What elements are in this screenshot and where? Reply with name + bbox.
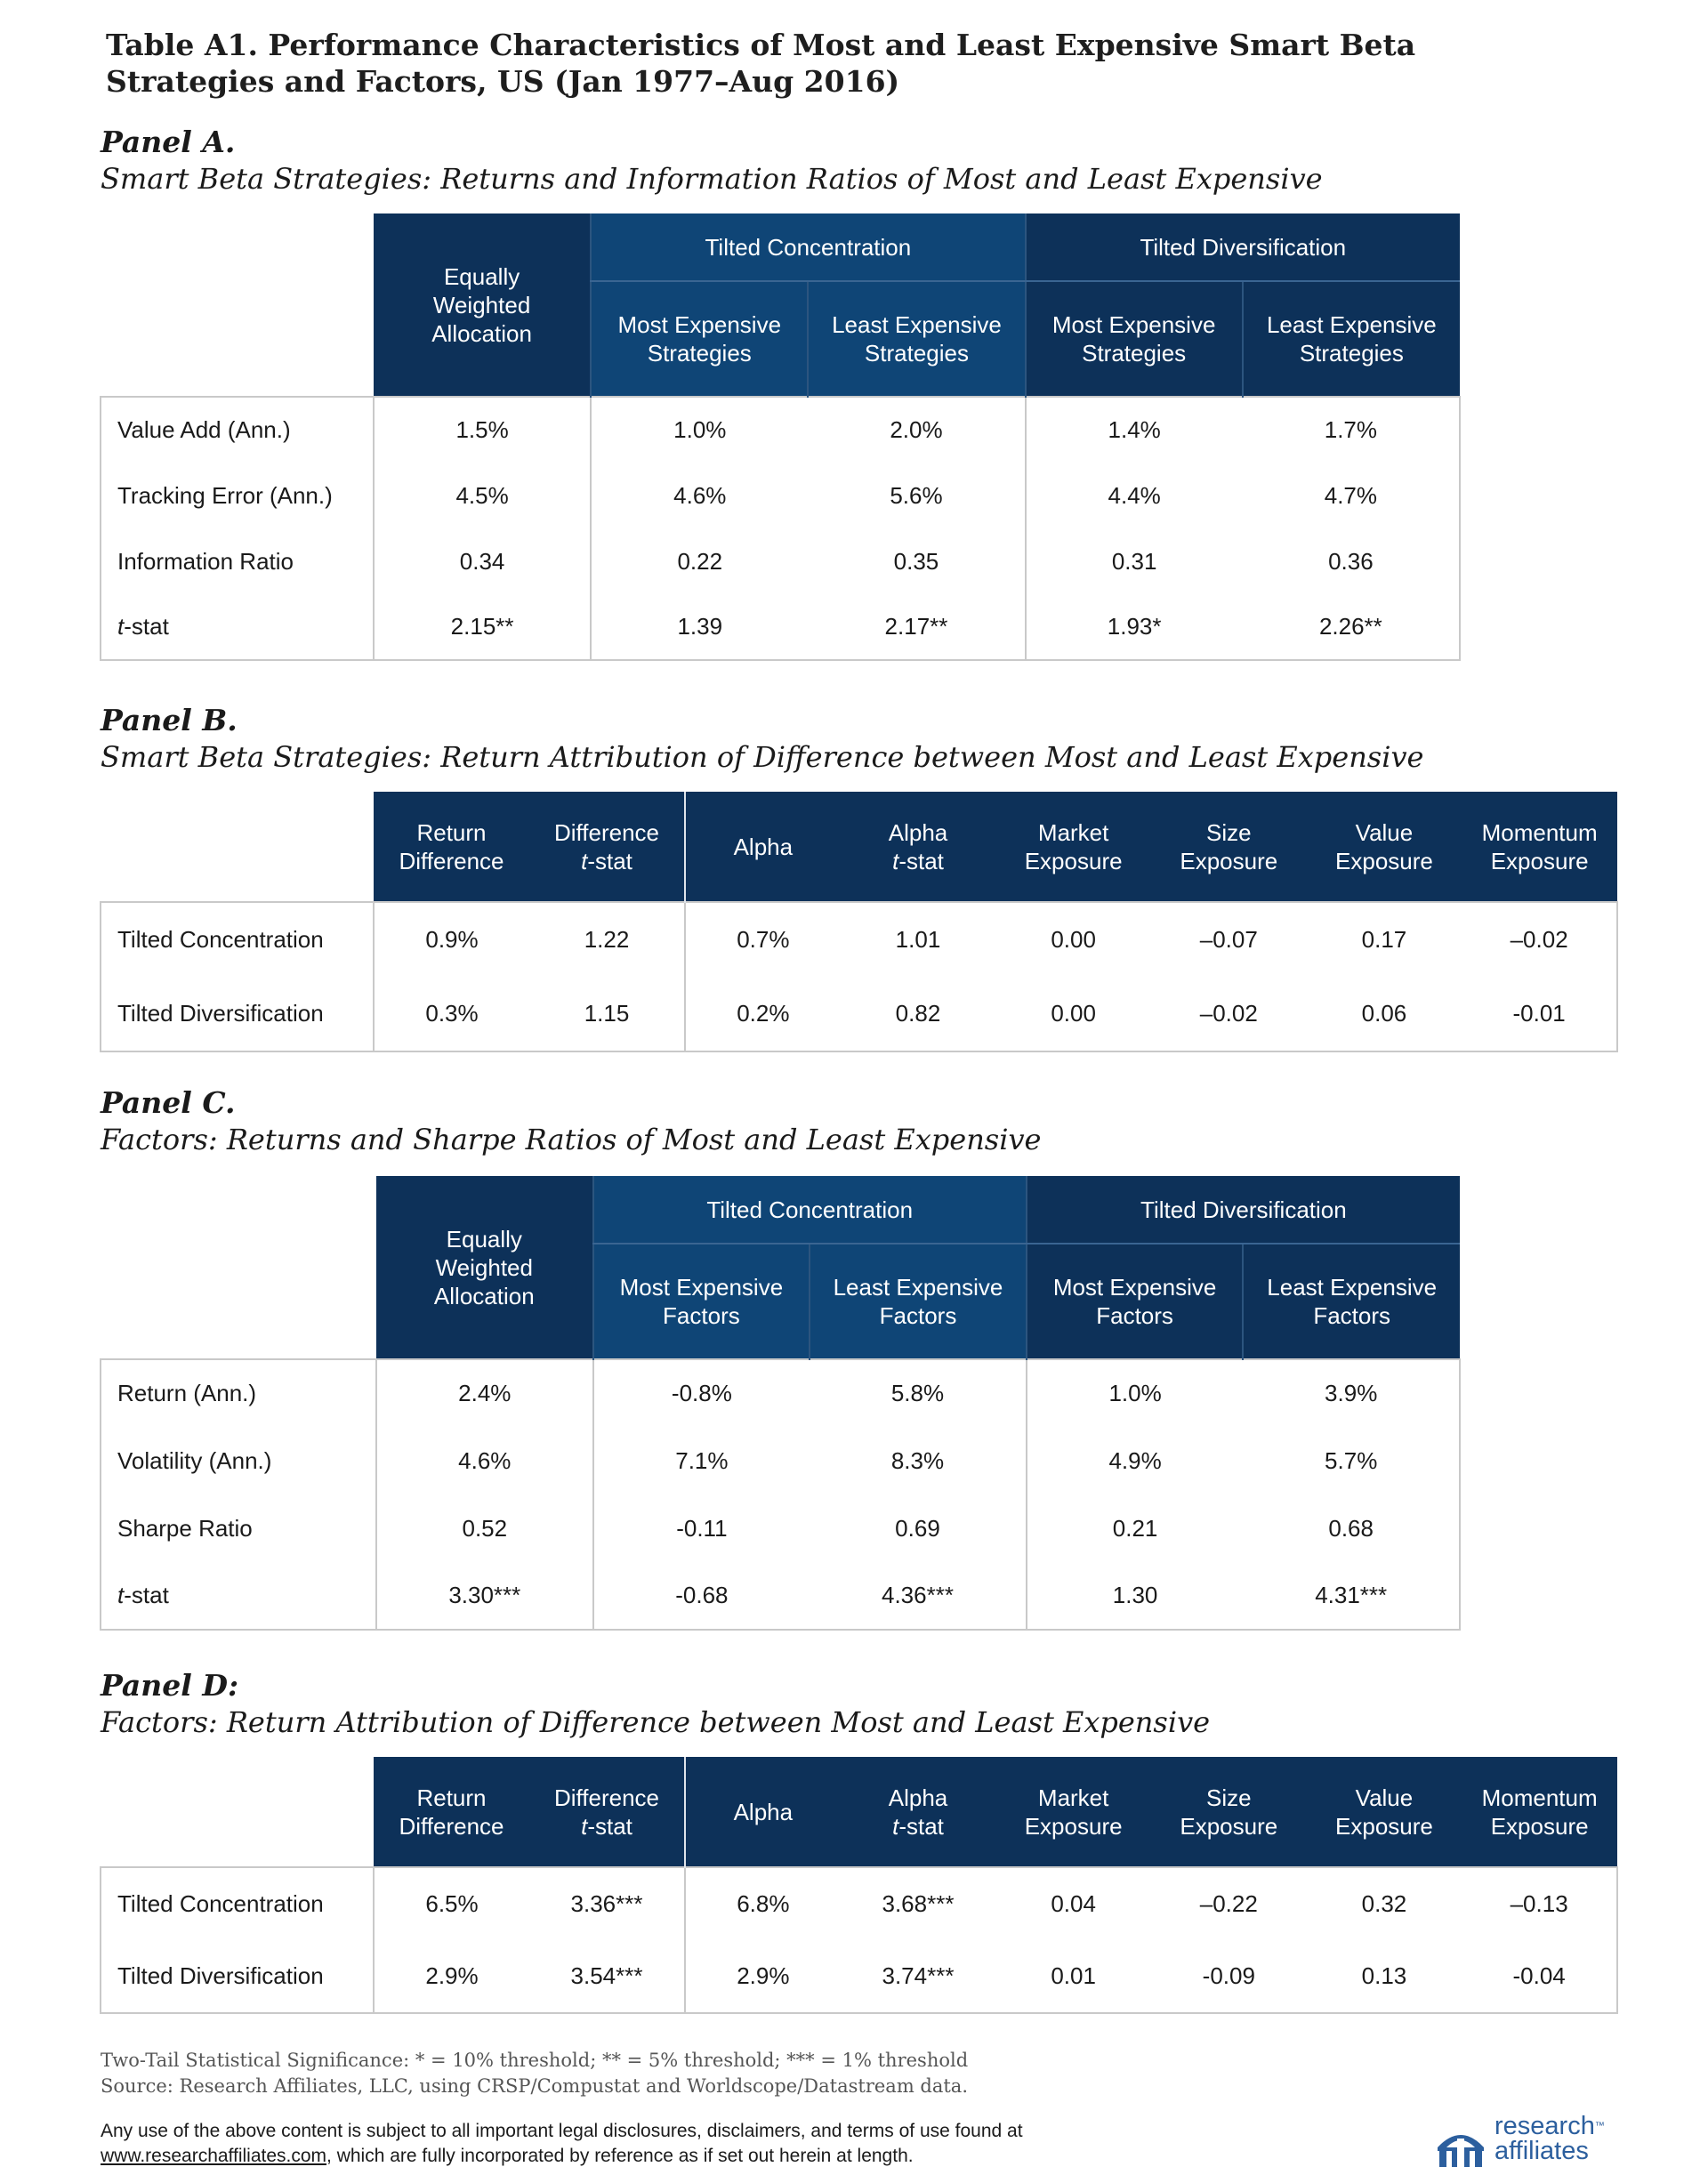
panel-b-subtitle: Smart Beta Strategies: Return Attribution of Difference between Most and Least Expensive (101, 740, 1424, 774)
cell: 0.52 (376, 1494, 593, 1562)
cell: 0.3% (374, 977, 529, 1051)
header-size-exposure: Size Exposure (1151, 1757, 1307, 1867)
cell: 2.4% (376, 1359, 593, 1427)
cell: 0.04 (995, 1867, 1151, 1940)
panel-c-label: Panel C. (101, 1085, 236, 1120)
table-row (101, 977, 1617, 1051)
header-momentum-exposure: Momentum Exposure (1462, 1757, 1617, 1867)
cell: 3.74*** (841, 1940, 996, 2013)
cell: 2.15** (374, 594, 591, 660)
header-value-exposure: Value Exposure (1307, 1757, 1462, 1867)
cell: –0.13 (1462, 1867, 1617, 1940)
cell: 8.3% (890, 1446, 945, 1474)
cell: 0.36 (1243, 528, 1460, 594)
panel-d-table (100, 1757, 1618, 2014)
cell: 0.32 (1307, 1867, 1462, 1940)
cell: -0.09 (1151, 1940, 1307, 2013)
cell: 6.5% (374, 1867, 529, 1940)
cell: 0.68 (1243, 1494, 1460, 1562)
header-momentum-exposure: Momentum Exposure (1462, 792, 1617, 902)
row-label: Information Ratio (101, 528, 374, 594)
header-tilted-diversification: Tilted Diversification (1027, 1176, 1460, 1244)
row-label: Tilted Diversification (101, 977, 374, 1051)
header-td-most: Most Expensive Factors (1027, 1244, 1244, 1359)
header-return-difference: Return Difference (374, 1757, 529, 1867)
table-row (101, 594, 1460, 660)
row-label: Tracking Error (Ann.) (101, 463, 374, 528)
table-row (101, 463, 1460, 528)
panel-d-heading (101, 1668, 1613, 1741)
row-label: Return (Ann.) (101, 1359, 376, 1427)
header-tc-most: Most Expensive Strategies (591, 281, 808, 397)
cell: -0.04 (1462, 1940, 1617, 2013)
row-label: Tilted Concentration (101, 1867, 374, 1940)
legal-line-2: www.researchaffiliates.com, which are fully incorporated by reference as if set out herein at length. (101, 2146, 914, 2166)
panel-a-table (100, 213, 1461, 661)
cell: 1.7% (1243, 397, 1460, 463)
cell: –0.02 (1462, 902, 1617, 977)
table-row (101, 1427, 1460, 1494)
cell: 0.21 (1027, 1494, 1244, 1562)
cell: -0.68 (593, 1562, 810, 1630)
table-row (101, 1940, 1617, 2013)
cell: -0.8% (593, 1359, 810, 1427)
cell: 0.69 (895, 1514, 940, 1542)
header-tilted-concentration: Tilted Concentration (593, 1176, 1027, 1244)
cell: 0.00 (995, 902, 1151, 977)
cell: 0.2% (685, 977, 841, 1051)
header-value-exposure: Value Exposure (1307, 792, 1462, 902)
panel-b-heading (101, 703, 1613, 776)
cell: 4.36*** (810, 1562, 1027, 1630)
cell: 3.9% (1243, 1359, 1460, 1427)
cell: 0.17 (1307, 902, 1462, 977)
cell: 5.8% (810, 1359, 1027, 1427)
cell: –0.02 (1151, 977, 1307, 1051)
cell: 0.01 (995, 1940, 1151, 2013)
cell: 0.34 (374, 528, 591, 594)
header-equally-weighted: Equally Weighted Allocation (374, 213, 591, 397)
header-market-exposure: Market Exposure (995, 792, 1151, 902)
table-row (101, 528, 1460, 594)
cell: -0.01 (1462, 977, 1617, 1051)
logo-wordmark: research™ affiliates (1494, 2112, 1605, 2165)
cell: 4.9% (1027, 1427, 1244, 1494)
cell: 5.7% (1243, 1427, 1460, 1494)
table-row (101, 397, 1460, 463)
header-td-least: Least Expensive Strategies (1243, 281, 1460, 397)
table-row (101, 902, 1617, 977)
header-alpha: Alpha (685, 1757, 841, 1867)
cell: -0.11 (593, 1494, 810, 1562)
significance-note: Two-Tail Statistical Significance: * = 10% threshold; ** = 5% threshold; *** = 1% threshold (101, 2050, 969, 2071)
cell: 2.9% (374, 1940, 529, 2013)
panel-b-table (100, 792, 1618, 1052)
cell: 0.13 (1307, 1940, 1462, 2013)
panel-a-subtitle: Smart Beta Strategies: Returns and Information Ratios of Most and Least Expensive (101, 162, 1323, 196)
header-size-exposure: Size Exposure (1151, 792, 1307, 902)
cell: 0.9% (374, 902, 529, 977)
website-link[interactable]: www.researchaffiliates.com (101, 2146, 327, 2166)
cell: 4.6% (591, 463, 808, 528)
panel-a-label: Panel A. (101, 125, 236, 159)
row-label: Volatility (Ann.) (101, 1427, 376, 1494)
cell: 1.22 (529, 902, 685, 977)
cell: 0.22 (591, 528, 808, 594)
cell: 1.30 (1027, 1562, 1244, 1630)
header-tc-most: Most Expensive Factors (593, 1244, 810, 1359)
research-affiliates-logo-icon (1434, 2121, 1487, 2169)
table-notes (101, 2048, 1346, 2099)
row-label: Tilted Concentration (101, 902, 374, 977)
cell: –0.22 (1151, 1867, 1307, 1940)
row-label: t-stat (101, 594, 374, 660)
cell: 4.31*** (1243, 1562, 1460, 1630)
cell: 0.00 (995, 977, 1151, 1051)
cell: 0.35 (893, 547, 939, 575)
cell: 1.01 (841, 902, 996, 977)
table-row (101, 1867, 1617, 1940)
panel-d-label: Panel D: (101, 1668, 239, 1703)
cell: 2.0% (808, 397, 1025, 463)
panel-c-heading (101, 1085, 1613, 1158)
panel-d-subtitle: Factors: Return Attribution of Difference between Most and Least Expensive (101, 1705, 1211, 1739)
header-equally-weighted: Equally Weighted Allocation (376, 1176, 593, 1359)
cell: 0.7% (685, 902, 841, 977)
row-label: Tilted Diversification (101, 1940, 374, 2013)
table-title: Table A1. Performance Characteristics of Most and Least Expensive Smart Beta Strategies and Factors, US (Jan 1977–Aug 2016) (106, 28, 1416, 99)
header-difference-tstat: Difference t-stat (529, 792, 685, 902)
panel-a-heading (101, 125, 1613, 197)
header-tc-least: Least Expensive Strategies (808, 281, 1025, 397)
cell: 3.36*** (529, 1867, 685, 1940)
cell: 5.6% (890, 481, 943, 509)
header-alpha: Alpha (685, 792, 841, 902)
header-td-most: Most Expensive Strategies (1026, 281, 1243, 397)
row-label: t-stat (101, 1562, 376, 1630)
row-label: Value Add (Ann.) (101, 397, 374, 463)
cell: 1.0% (1027, 1359, 1244, 1427)
cell: 1.0% (591, 397, 808, 463)
legal-line-1: Any use of the above content is subject to all important legal disclosures, disclaimers, and terms of use found at (101, 2121, 1023, 2141)
cell: 0.31 (1026, 528, 1243, 594)
cell: 3.30*** (376, 1562, 593, 1630)
cell: 4.5% (374, 463, 591, 528)
header-alpha-tstat: Alpha t-stat (841, 792, 996, 902)
header-return-difference: Return Difference (374, 792, 529, 902)
legal-disclaimer (101, 2119, 1257, 2169)
cell: 4.6% (376, 1427, 593, 1494)
cell: 1.93* (1026, 594, 1243, 660)
research-affiliates-logo (1434, 2110, 1621, 2172)
cell: 1.4% (1026, 397, 1243, 463)
cell: –0.07 (1151, 902, 1307, 977)
panel-b-label: Panel B. (101, 703, 238, 737)
cell: 1.5% (374, 397, 591, 463)
header-difference-tstat: Difference t-stat (529, 1757, 685, 1867)
table-row (101, 1562, 1460, 1630)
cell: 1.15 (529, 977, 685, 1051)
panel-c-subtitle: Factors: Returns and Sharpe Ratios of Most and Least Expensive (101, 1123, 1042, 1156)
cell: 4.4% (1026, 463, 1243, 528)
cell: 6.8% (685, 1867, 841, 1940)
cell: 2.9% (685, 1940, 841, 2013)
header-td-least: Least Expensive Factors (1243, 1244, 1460, 1359)
cell: 4.7% (1243, 463, 1460, 528)
cell: 1.39 (591, 594, 808, 660)
cell: 0.06 (1307, 977, 1462, 1051)
cell: 2.26** (1243, 594, 1460, 660)
header-tilted-diversification: Tilted Diversification (1026, 213, 1460, 281)
header-alpha-tstat: Alpha t-stat (841, 1757, 996, 1867)
cell: 3.54*** (529, 1940, 685, 2013)
cell: 7.1% (593, 1427, 810, 1494)
table-row (101, 1494, 1460, 1562)
source-note: Source: Research Affiliates, LLC, using CRSP/Compustat and Worldscope/Datastream data. (101, 2075, 969, 2097)
header-tc-least: Least Expensive Factors (810, 1244, 1027, 1359)
header-tilted-concentration: Tilted Concentration (591, 213, 1025, 281)
cell: 3.68*** (841, 1867, 996, 1940)
cell: 2.17** (808, 594, 1025, 660)
cell: 0.82 (841, 977, 996, 1051)
table-row (101, 1359, 1460, 1427)
row-label: Sharpe Ratio (101, 1494, 376, 1562)
header-market-exposure: Market Exposure (995, 1757, 1151, 1867)
panel-c-table (100, 1176, 1461, 1631)
